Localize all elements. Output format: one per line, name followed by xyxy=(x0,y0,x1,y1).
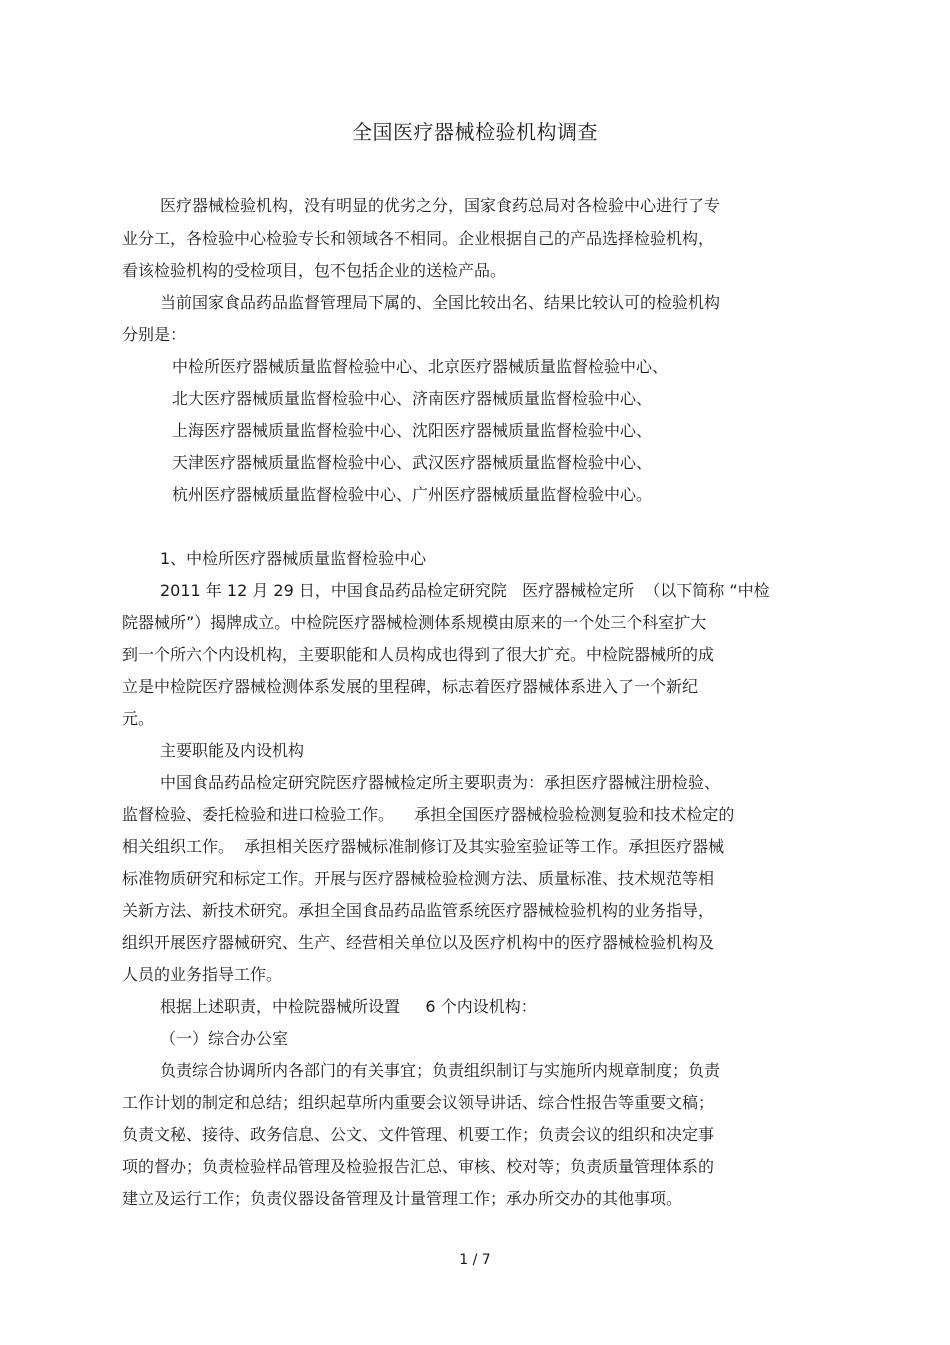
paragraph-line: 标准物质研究和标定工作。开展与医疗器械检验检测方法、质量标准、技术规范等相 xyxy=(122,869,715,888)
paragraph-line: 组织开展医疗器械研究、生产、经营相关单位以及医疗机构中的医疗器械检验机构及 xyxy=(122,933,715,952)
section-heading: 1、中检所医疗器械质量监督检验中心 xyxy=(160,549,427,568)
paragraph-line: 根据上述职责，中检院器械所设置 6 个内设机构： xyxy=(160,997,537,1016)
list-item: 中检所医疗器械质量监督检验中心、北京医疗器械质量监督检验中心、 xyxy=(172,357,669,376)
paragraph-line: 中国食品药品检定研究院医疗器械检定所主要职责为：承担医疗器械注册检验、 xyxy=(160,773,721,792)
list-item: 杭州医疗器械质量监督检验中心、广州医疗器械质量监督检验中心。 xyxy=(172,485,653,504)
paragraph-line: 建立及运行工作；负责仪器设备管理及计量管理工作；承办所交办的其他事项。 xyxy=(122,1189,683,1208)
list-item: 上海医疗器械质量监督检验中心、沈阳医疗器械质量监督检验中心、 xyxy=(172,421,653,440)
page-number: 1 / 7 xyxy=(459,1252,491,1268)
paragraph-line: 负责综合协调所内各部门的有关事宜；负责组织制订与实施所内规章制度；负责 xyxy=(160,1061,721,1080)
paragraph-line: 医疗器械检验机构，没有明显的优劣之分，国家食药总局对各检验中心进行了专 xyxy=(160,196,721,215)
paragraph-line: 看该检验机构的受检项目，包不包括企业的送检产品。 xyxy=(122,261,507,280)
paragraph-line: 院器械所”）揭牌成立。中检院医疗器械检测体系规模由原来的一个处三个科室扩大 xyxy=(122,613,707,632)
subsection-heading: （一）综合办公室 xyxy=(160,1029,289,1048)
paragraph-line: 相关组织工作。 承担相关医疗器械标准制修订及其实验室验证等工作。承担医疗器械 xyxy=(122,837,725,856)
paragraph-line: 元。 xyxy=(122,709,155,728)
document-title: 全国医疗器械检验机构调查 xyxy=(352,120,598,144)
paragraph-line: 分别是： xyxy=(122,325,187,344)
list-item: 北大医疗器械质量监督检验中心、济南医疗器械质量监督检验中心、 xyxy=(172,389,653,408)
paragraph-line: 负责文秘、接待、政务信息、公文、文件管理、机要工作；负责会议的组织和决定事 xyxy=(122,1125,715,1144)
paragraph-line: 监督检验、委托检验和进口检验工作。 承担全国医疗器械检验检测复验和技术检定的 xyxy=(122,805,735,824)
paragraph-line: 立是中检院医疗器械检测体系发展的里程碑，标志着医疗器械体系进入了一个新纪 xyxy=(122,677,699,696)
paragraph-line: 当前国家食品药品监督管理局下属的、全国比较出名、结果比较认可的检验机构 xyxy=(160,293,721,312)
paragraph-line: 到一个所六个内设机构，主要职能和人员构成也得到了很大扩充。中检院器械所的成 xyxy=(122,645,715,664)
list-item: 天津医疗器械质量监督检验中心、武汉医疗器械质量监督检验中心、 xyxy=(172,453,653,472)
paragraph-line: 2011 年 12 月 29 日，中国食品药品检定研究院 医疗器械检定所 （以下简称 “中检 xyxy=(160,581,770,600)
paragraph-line: 项的督办；负责检验样品管理及检验报告汇总、审核、校对等；负责质量管理体系的 xyxy=(122,1157,715,1176)
paragraph-line: 关新方法、新技术研究。承担全国食品药品监管系统医疗器械检验机构的业务指导， xyxy=(122,901,715,920)
paragraph-line: 工作计划的制定和总结；组织起草所内重要会议领导讲话、综合性报告等重要文稿； xyxy=(122,1093,715,1112)
section-heading: 主要职能及内设机构 xyxy=(160,741,305,760)
paragraph-line: 业分工，各检验中心检验专长和领域各不相同。企业根据自己的产品选择检验机构， xyxy=(122,229,715,248)
paragraph-line: 人员的业务指导工作。 xyxy=(122,965,283,984)
